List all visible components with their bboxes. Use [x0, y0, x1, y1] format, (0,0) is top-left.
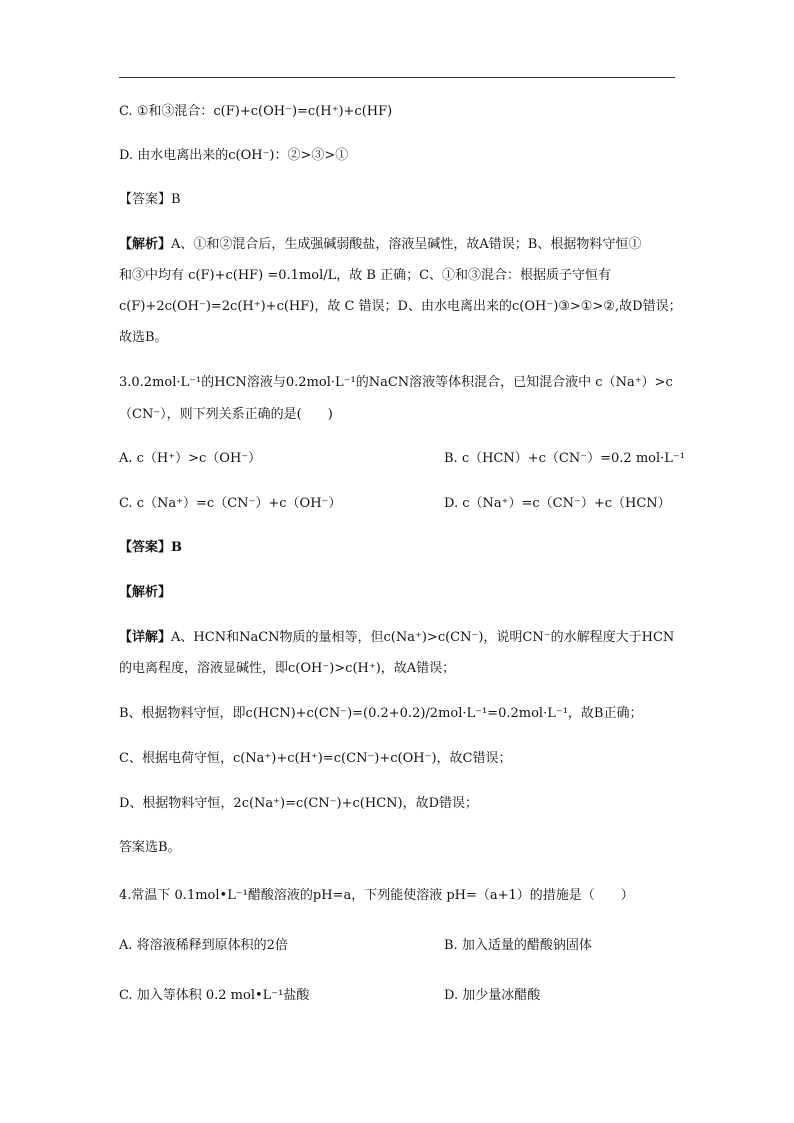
q3-detail-d: D、根据物料守恒，2c(Na⁺)=c(CN⁻)+c(HCN)，故D错误； — [119, 796, 479, 811]
q2-explanation-line-1 — [119, 235, 641, 255]
q2-explanation-line-3: c(F)+2c(OH⁻)=2c(H⁺)+c(HF)，故 C 错误；D、由水电离出来的c(OH⁻)③>①>②,故D错误； — [119, 299, 682, 314]
q3-detail-b: B、根据物料守恒，即c(HCN)+c(CN⁻)=(0.2+0.2)/2mol·L⁻¹=0.2mol·L⁻¹，故B正确； — [119, 706, 643, 721]
q3-detail-label: 【详解】 — [119, 630, 172, 645]
q4-option-b: B. 加入适量的醋酸钠固体 — [444, 938, 592, 953]
q3-option-d: D. c（Na⁺）=c（CN⁻）+c（HCN） — [444, 496, 671, 511]
q3-option-c: C. c（Na⁺）=c（CN⁻）+c（OH⁻） — [119, 496, 342, 511]
q3-conclusion: 答案选B。 — [119, 840, 181, 855]
q2-explanation-text: A、①和②混合后，生成强碱弱酸盐，溶液呈碱性，故A错误；B、根据物料守恒① — [171, 237, 642, 252]
q2-explanation-line-2: 和③中均有 c(F)+c(HF) =0.1mol/L，故 B 正确；C、①和③混合：根据质子守恒有 — [119, 268, 612, 283]
q4-option-d: D. 加少量冰醋酸 — [444, 988, 541, 1003]
q3-detail-line-2: 的电离程度，溶液显碱性，即c(OH⁻)>c(H⁺)，故A错误； — [119, 661, 456, 676]
q3-answer: 【答案】B — [119, 540, 182, 555]
q2-explanation-line-4: 故选B。 — [119, 330, 168, 345]
q3-option-a: A. c（H⁺）>c（OH⁻） — [119, 451, 262, 466]
q3-detail-line-1 — [119, 628, 674, 648]
q4-stem: 4.常温下 0.1mol•L⁻¹醋酸溶液的pH=a，下列能使溶液 pH=（a+1）的措施是（ ） — [119, 888, 634, 903]
q2-answer: 【答案】B — [119, 192, 181, 207]
q3-stem-line-1: 3.0.2mol·L⁻¹的HCN溶液与0.2mol·L⁻¹的NaCN溶液等体积混合，已知混合液中 c（Na⁺）>c — [119, 375, 673, 390]
header-rule — [119, 77, 675, 78]
q3-stem-line-2: （CN⁻），则下列关系正确的是( ) — [119, 407, 333, 422]
q2-option-c: C. ①和③混合：c(F)+c(OH⁻)=c(H⁺)+c(HF) — [119, 104, 393, 119]
q3-analysis-heading: 【解析】 — [119, 585, 172, 600]
q3-detail-c: C、根据电荷守恒，c(Na⁺)+c(H⁺)=c(CN⁻)+c(OH⁻)，故C错误； — [119, 751, 512, 766]
q4-option-c: C. 加入等体积 0.2 mol•L⁻¹盐酸 — [119, 988, 310, 1003]
q3-option-b: B. c（HCN）+c（CN⁻）=0.2 mol·L⁻¹ — [444, 451, 685, 466]
q2-explanation-label: 【解析】 — [119, 237, 172, 252]
q3-detail-text: A、HCN和NaCN物质的量相等，但c(Na⁺)>c(CN⁻)，说明CN⁻的水解程度大于HCN — [171, 630, 675, 645]
q2-option-d: D. 由水电离出来的c(OH⁻)：②>③>① — [119, 148, 349, 163]
q4-option-a: A. 将溶液稀释到原体积的2倍 — [119, 938, 288, 953]
